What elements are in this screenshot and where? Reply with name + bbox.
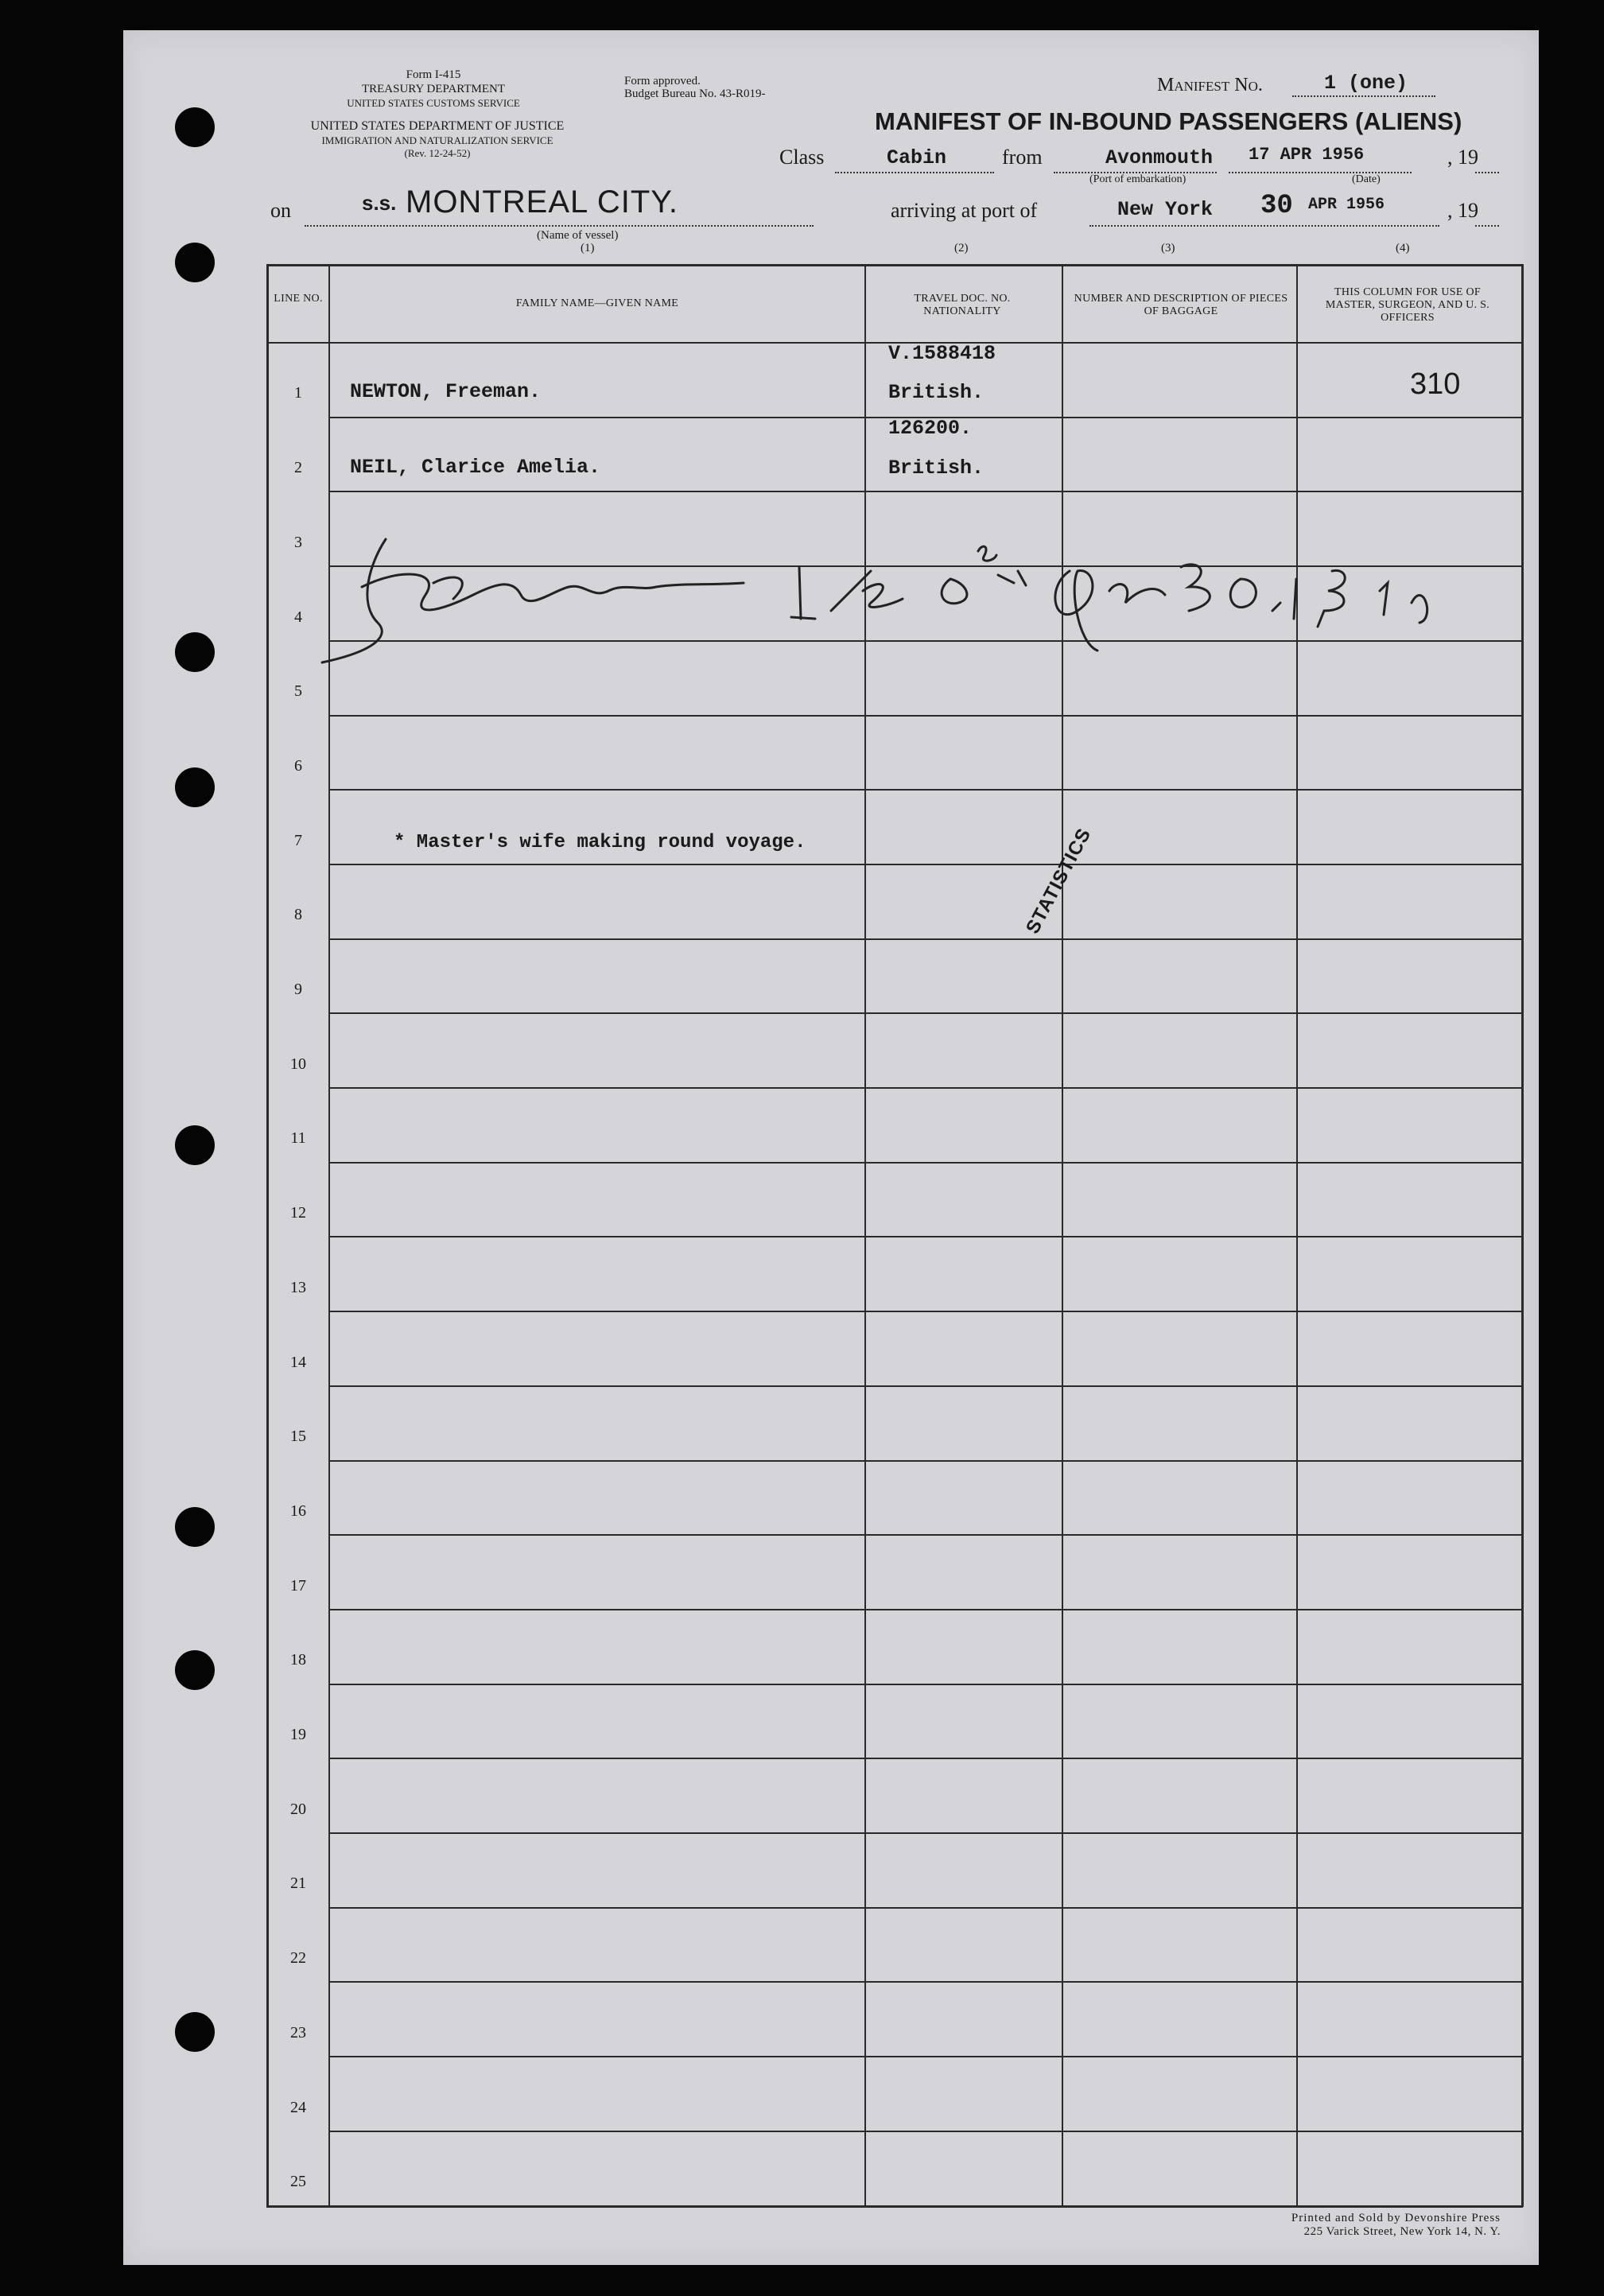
row-rule <box>330 1012 1521 1014</box>
line-number: 6 <box>294 757 302 775</box>
row-rule <box>330 1981 1521 1983</box>
line-number: 16 <box>290 1502 306 1520</box>
statistics-stamp: STATISTICS <box>1022 824 1096 938</box>
row-rule <box>330 1385 1521 1387</box>
col-header-line-no: LINE NO. <box>274 293 323 305</box>
row1-name: NEWTON, Freeman. <box>350 380 542 403</box>
line-number: 4 <box>294 608 302 626</box>
manifest-page <box>123 30 1539 2265</box>
handwritten-annotation <box>314 491 1604 690</box>
row2-doc: 126200. <box>888 417 973 440</box>
port-embark-caption: (Port of embarkation) <box>1089 173 1186 185</box>
from-label: from <box>1002 146 1043 169</box>
line-number: 2 <box>294 459 302 476</box>
budget-bureau: Budget Bureau No. 43-R019- <box>624 87 766 100</box>
line-number: 20 <box>290 1801 306 1818</box>
binder-hole <box>175 632 215 672</box>
manifest-title: MANIFEST OF IN-BOUND PASSENGERS (ALIENS) <box>875 107 1462 135</box>
line-number: 13 <box>290 1279 306 1296</box>
vessel-prefix: s.s. <box>362 191 397 215</box>
row-rule <box>330 1236 1521 1237</box>
manifest-number: 1 (one) <box>1324 72 1408 95</box>
row-rule <box>330 1684 1521 1685</box>
row-rule <box>330 1758 1521 1759</box>
binder-hole <box>175 1650 215 1690</box>
binder-hole <box>175 767 215 807</box>
line-number: 9 <box>294 981 302 998</box>
class-label: Class <box>779 146 825 169</box>
row-rule <box>330 864 1521 865</box>
row1-doc: V.1588418 <box>888 342 996 365</box>
col-header-baggage: NUMBER AND DESCRIPTION OF PIECES OF BAGGAGE <box>1074 293 1288 317</box>
line-number: 15 <box>290 1428 306 1445</box>
year-suffix-2: , 19 <box>1447 199 1478 222</box>
departure-date: 17 APR 1956 <box>1249 145 1365 165</box>
row-rule <box>330 1832 1521 1834</box>
row-rule <box>330 1534 1521 1536</box>
vessel-caption: (Name of vessel) <box>537 229 619 242</box>
line-number: 19 <box>290 1726 306 1743</box>
line-number: 11 <box>290 1129 306 1147</box>
arrival-port: New York <box>1117 198 1214 221</box>
binder-hole <box>175 2012 215 2052</box>
line-number: 24 <box>290 2099 306 2116</box>
row1-nationality: British. <box>888 381 985 404</box>
customs-service: UNITED STATES CUSTOMS SERVICE <box>347 97 520 109</box>
line-number: 7 <box>294 832 302 849</box>
line-number: 21 <box>290 1874 306 1892</box>
row-rule <box>330 2056 1521 2057</box>
line-number: 18 <box>290 1651 306 1669</box>
binder-hole <box>175 107 215 147</box>
line-number: 22 <box>290 1949 306 1967</box>
col1-number: (1) <box>581 242 595 254</box>
line-number: 14 <box>290 1354 306 1371</box>
line-number: 3 <box>294 534 302 551</box>
form-number: Form I-415 <box>406 68 461 81</box>
line-number: 8 <box>294 906 302 923</box>
row-rule <box>330 1460 1521 1462</box>
line-number: 23 <box>290 2024 306 2042</box>
row-rule <box>330 1907 1521 1909</box>
col3-number: (3) <box>1161 242 1175 254</box>
row2-nationality: British. <box>888 456 985 480</box>
row-rule <box>330 789 1521 791</box>
col4-number: (4) <box>1396 242 1410 254</box>
embark-port: Avonmouth <box>1105 146 1214 169</box>
vessel-name: MONTREAL CITY. <box>406 185 678 219</box>
row1-officer-note: 310 <box>1410 367 1461 401</box>
line-number: 12 <box>290 1204 306 1222</box>
line-number: 17 <box>290 1577 306 1595</box>
col2-number: (2) <box>954 242 969 254</box>
row-rule <box>330 1609 1521 1610</box>
justice-dept: UNITED STATES DEPARTMENT OF JUSTICE <box>310 119 565 133</box>
arrival-date: APR 1956 <box>1308 196 1385 214</box>
col-header-officers: THIS COLUMN FOR USE OF MASTER, SURGEON, AND U. S. OFFICERS <box>1325 286 1490 324</box>
voyage-note: * Master's wife making round voyage. <box>394 832 806 853</box>
line-number: 5 <box>294 682 302 700</box>
row-rule <box>330 1311 1521 1312</box>
arriving-label: arriving at port of <box>891 199 1038 222</box>
row-rule <box>330 938 1521 940</box>
revision-date: (Rev. 12-24-52) <box>404 147 471 159</box>
line-number: 10 <box>290 1055 306 1073</box>
date-caption: (Date) <box>1352 173 1381 185</box>
binder-hole <box>175 1125 215 1165</box>
ins-service: IMMIGRATION AND NATURALIZATION SERVICE <box>321 134 553 146</box>
row2-name: NEIL, Clarice Amelia. <box>350 456 601 479</box>
arrival-day: 30 <box>1260 191 1293 221</box>
binder-hole <box>175 1507 215 1547</box>
col-header-travel-doc: TRAVEL DOC. NO. NATIONALITY <box>914 293 1011 317</box>
line-number: 1 <box>294 384 302 402</box>
row-rule <box>330 2131 1521 2132</box>
row-rule <box>330 1162 1521 1164</box>
col-header-name: FAMILY NAME—GIVEN NAME <box>515 297 679 309</box>
treasury-dept: TREASURY DEPARTMENT <box>361 83 506 95</box>
binder-hole <box>175 243 215 282</box>
class-value: Cabin <box>887 146 947 169</box>
form-approved: Form approved. <box>624 75 701 87</box>
printer-line-1: Printed and Sold by Devonshire Press <box>1291 2212 1501 2224</box>
printer-line-2: 225 Varick Street, New York 14, N. Y. <box>1303 2225 1501 2238</box>
manifest-label: Manifest No. <box>1157 75 1263 95</box>
row-rule <box>330 1087 1521 1089</box>
on-label: on <box>270 199 291 222</box>
year-suffix-1: , 19 <box>1447 146 1478 169</box>
line-number: 25 <box>290 2173 306 2190</box>
row-rule <box>330 715 1521 717</box>
